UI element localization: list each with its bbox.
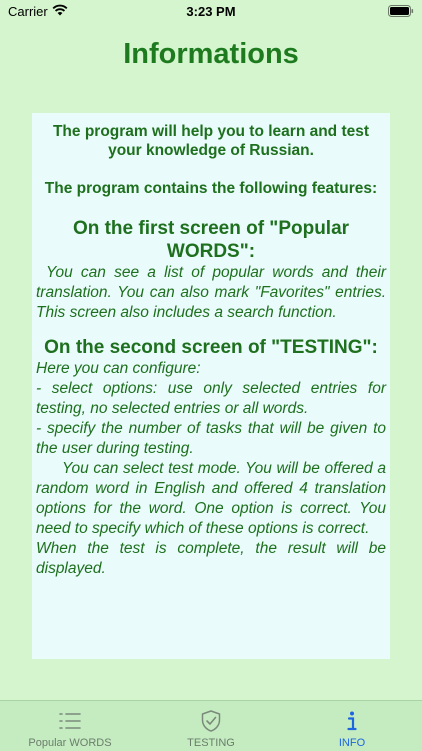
section-heading-popular-words: On the first screen of "Popular WORDS": <box>72 218 350 262</box>
list-icon <box>58 709 82 733</box>
info-text-panel[interactable] <box>32 113 390 659</box>
testing-mode-description: You can select test mode. You will be offered a random word in English and offered 4 translation options for the word. One option is correct. You need to specify which of these options is correct. <box>36 460 386 537</box>
tab-info[interactable] <box>282 701 422 751</box>
section-heading-testing: On the second screen of "TESTING": <box>44 337 378 358</box>
testing-config-intro: Here you can configure: <box>36 360 201 377</box>
info-icon <box>340 709 364 733</box>
tab-label-info: INFO <box>338 737 366 749</box>
shield-check-icon <box>199 709 223 733</box>
testing-config-option-2: - specify the number of tasks that will be given to the user during testing. <box>36 420 386 457</box>
testing-result-description: When the test is complete, the result will be displayed. <box>36 540 386 577</box>
tab-popular-words[interactable] <box>0 701 140 751</box>
tab-bar <box>0 700 422 751</box>
testing-config-option-1: - select options: use only selected entries for testing, no selected entries or all words. <box>36 380 386 417</box>
tab-testing[interactable] <box>141 701 281 751</box>
tab-label-testing: TESTING <box>187 737 235 749</box>
status-bar <box>0 0 422 24</box>
status-time: 3:23 PM <box>186 4 236 19</box>
popular-words-description: You can see a list of popular words and their translation. You can also mark "Favorites" entries. This screen also includes a search function. <box>36 264 386 321</box>
info-text-content <box>32 113 390 579</box>
intro-text-1: The program will help you to learn and test your knowledge of Russian. <box>52 123 370 159</box>
carrier-label: Carrier <box>8 4 48 19</box>
tab-label-popular-words: Popular WORDS <box>28 737 112 749</box>
battery-icon <box>388 5 414 17</box>
intro-text-2: The program contains the following features: <box>44 180 378 197</box>
page-title: Informations <box>123 38 299 70</box>
